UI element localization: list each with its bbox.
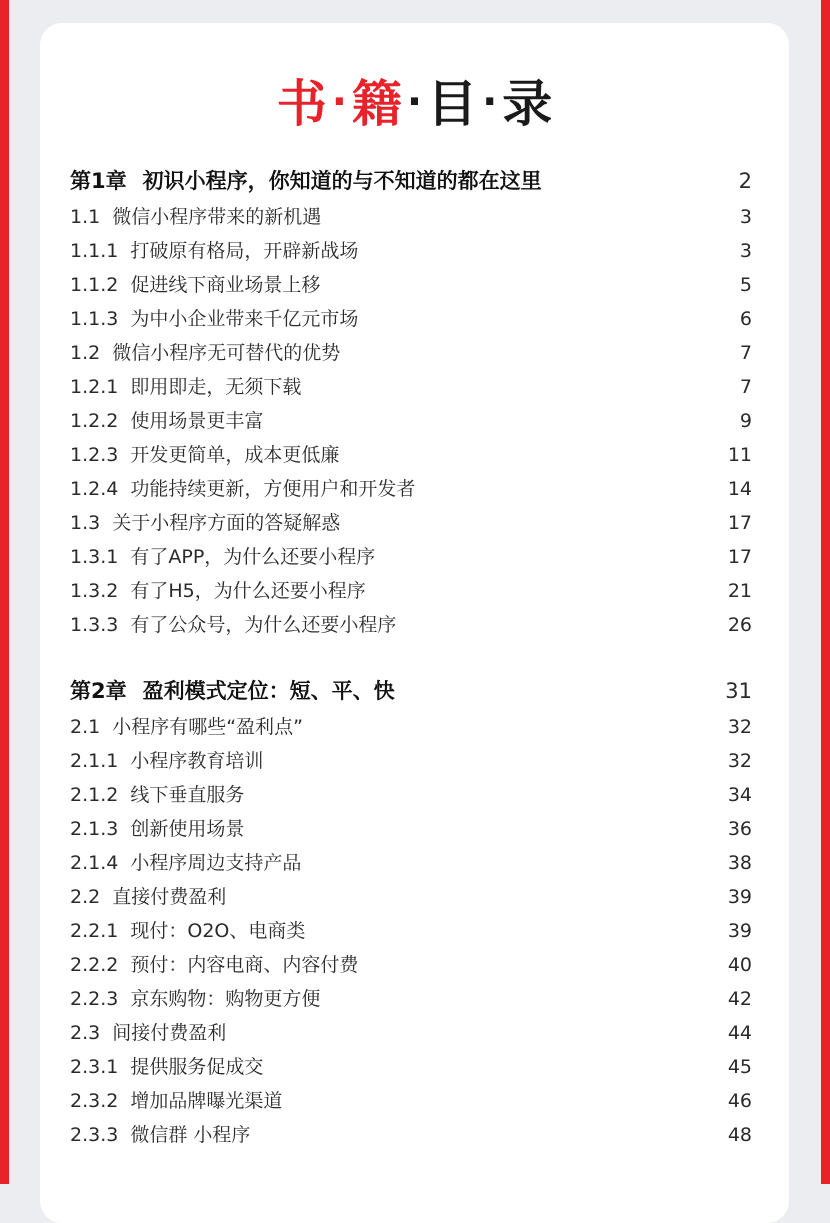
toc-page-number: 7 — [739, 376, 752, 398]
toc-label: 微信群 小程序 — [130, 1124, 251, 1146]
toc-number: 1.2.2 — [70, 410, 119, 432]
toc-number: 1.3.2 — [70, 580, 119, 602]
title-char-1: 书 — [276, 75, 328, 133]
toc-label: 盈利模式定位：短、平、快 — [142, 679, 395, 703]
toc-section-row[interactable] — [70, 336, 752, 370]
toc-section-row[interactable] — [70, 268, 752, 302]
toc-section-row[interactable] — [70, 914, 752, 948]
toc-page-number: 3 — [739, 206, 752, 228]
toc-page-number: 21 — [727, 580, 752, 602]
title-separator-2: · — [406, 79, 424, 125]
toc-section-row[interactable] — [70, 1084, 752, 1118]
toc-page-number: 44 — [727, 1022, 752, 1044]
toc-section-row[interactable] — [70, 710, 752, 744]
toc-number: 第1章 — [70, 169, 127, 193]
toc-label: 关于小程序方面的答疑解惑 — [112, 512, 341, 534]
toc-label: 有了公众号，为什么还要小程序 — [130, 614, 397, 636]
toc-page-number: 26 — [727, 614, 752, 636]
toc-section-row[interactable] — [70, 234, 752, 268]
toc-number: 1.2.4 — [70, 478, 119, 500]
toc-page-number: 5 — [739, 274, 752, 296]
title-char-2: 籍 — [351, 75, 403, 133]
toc-number: 2.2 — [70, 886, 101, 908]
title-separator-1: · — [331, 79, 348, 125]
toc-page-number: 3 — [739, 240, 752, 262]
toc-label: 小程序教育培训 — [130, 750, 264, 772]
toc-number: 2.2.3 — [70, 988, 119, 1010]
toc-label: 预付：内容电商、内容付费 — [130, 954, 359, 976]
toc-section-row[interactable] — [70, 744, 752, 778]
toc-page-number: 36 — [727, 818, 752, 840]
toc-label: 微信小程序带来的新机遇 — [112, 206, 322, 228]
toc-label: 小程序周边支持产品 — [130, 852, 302, 874]
toc-label: 功能持续更新，方便用户和开发者 — [130, 478, 416, 500]
toc-page-number: 32 — [727, 750, 752, 772]
toc-number: 2.1 — [70, 716, 101, 738]
toc-section-row[interactable] — [70, 438, 752, 472]
toc-label: 开发更简单，成本更低廉 — [130, 444, 340, 466]
toc-page-number: 31 — [725, 679, 752, 703]
toc-section-row[interactable] — [70, 370, 752, 404]
toc-label: 小程序有哪些“盈利点” — [112, 716, 303, 738]
toc-section-row[interactable] — [70, 846, 752, 880]
toc-section-row[interactable] — [70, 472, 752, 506]
toc-number: 1.3.3 — [70, 614, 119, 636]
toc-page-number: 17 — [727, 512, 752, 534]
toc-page-number: 42 — [727, 988, 752, 1010]
toc-label: 间接付费盈利 — [112, 1022, 227, 1044]
chapter-spacer — [70, 642, 752, 673]
toc-number: 2.3.3 — [70, 1124, 119, 1146]
toc-label: 创新使用场景 — [130, 818, 245, 840]
toc-label: 有了H5，为什么还要小程序 — [130, 580, 366, 602]
left-red-edge — [0, 0, 9, 1184]
toc-page-number: 40 — [727, 954, 752, 976]
toc-page-number: 9 — [739, 410, 752, 432]
table-of-contents — [70, 163, 752, 1152]
toc-number: 2.3.1 — [70, 1056, 119, 1078]
toc-page-number: 2 — [738, 169, 752, 193]
toc-page-number: 17 — [727, 546, 752, 568]
toc-section-row[interactable] — [70, 404, 752, 438]
toc-number: 1.1.3 — [70, 308, 119, 330]
toc-section-row[interactable] — [70, 948, 752, 982]
toc-number: 1.2.1 — [70, 376, 119, 398]
toc-page-number: 6 — [739, 308, 752, 330]
toc-number: 2.1.3 — [70, 818, 119, 840]
toc-number: 1.1 — [70, 206, 101, 228]
toc-page-number: 45 — [727, 1056, 752, 1078]
title-char-4: 录 — [502, 75, 554, 133]
toc-page-number: 14 — [727, 478, 752, 500]
toc-chapter-row[interactable] — [70, 673, 752, 710]
toc-number: 2.2.2 — [70, 954, 119, 976]
toc-label: 为中小企业带来千亿元市场 — [130, 308, 359, 330]
toc-number: 2.1.1 — [70, 750, 119, 772]
toc-section-row[interactable] — [70, 982, 752, 1016]
toc-section-row[interactable] — [70, 880, 752, 914]
toc-section-row[interactable] — [70, 540, 752, 574]
toc-number: 2.2.1 — [70, 920, 119, 942]
toc-label: 微信小程序无可替代的优势 — [112, 342, 341, 364]
toc-number: 1.3.1 — [70, 546, 119, 568]
toc-section-row[interactable] — [70, 302, 752, 336]
toc-section-row[interactable] — [70, 506, 752, 540]
toc-number: 1.1.1 — [70, 240, 119, 262]
toc-page-number: 39 — [727, 886, 752, 908]
toc-number: 1.3 — [70, 512, 101, 534]
toc-section-row[interactable] — [70, 1016, 752, 1050]
toc-page-number: 7 — [739, 342, 752, 364]
toc-label: 直接付费盈利 — [112, 886, 227, 908]
toc-label: 即用即走，无须下载 — [130, 376, 302, 398]
toc-chapter-row[interactable] — [70, 163, 752, 200]
toc-page-number: 46 — [727, 1090, 752, 1112]
toc-number: 2.3.2 — [70, 1090, 119, 1112]
toc-label: 使用场景更丰富 — [130, 410, 264, 432]
toc-section-row[interactable] — [70, 608, 752, 642]
toc-section-row[interactable] — [70, 1118, 752, 1152]
toc-number: 1.2 — [70, 342, 101, 364]
toc-label: 有了APP，为什么还要小程序 — [130, 546, 376, 568]
title-separator-3: · — [482, 79, 499, 125]
toc-section-row[interactable] — [70, 1050, 752, 1084]
toc-section-row[interactable] — [70, 200, 752, 234]
toc-number: 2.1.4 — [70, 852, 119, 874]
toc-page-number: 48 — [727, 1124, 752, 1146]
toc-number: 1.2.3 — [70, 444, 119, 466]
toc-page-number: 32 — [727, 716, 752, 738]
toc-section-row[interactable] — [70, 778, 752, 812]
toc-page-number: 11 — [727, 444, 752, 466]
toc-page-number: 38 — [727, 852, 752, 874]
toc-page-number: 39 — [727, 920, 752, 942]
toc-section-row[interactable] — [70, 574, 752, 608]
toc-label: 现付：O2O、电商类 — [130, 920, 306, 942]
toc-label: 促进线下商业场景上移 — [130, 274, 321, 296]
toc-label: 京东购物：购物更方便 — [130, 988, 321, 1010]
toc-number: 1.1.2 — [70, 274, 119, 296]
toc-label: 提供服务促成交 — [130, 1056, 264, 1078]
toc-page-number: 34 — [727, 784, 752, 806]
page-title — [0, 70, 830, 134]
toc-number: 2.3 — [70, 1022, 101, 1044]
toc-number: 2.1.2 — [70, 784, 119, 806]
toc-label: 初识小程序，你知道的与不知道的都在这里 — [142, 169, 542, 193]
toc-label: 打破原有格局，开辟新战场 — [130, 240, 359, 262]
toc-number: 第2章 — [70, 679, 127, 703]
toc-section-row[interactable] — [70, 812, 752, 846]
toc-label: 增加品牌曝光渠道 — [130, 1090, 283, 1112]
right-red-edge — [821, 0, 830, 1184]
title-char-3: 目 — [427, 75, 479, 133]
toc-label: 线下垂直服务 — [130, 784, 245, 806]
